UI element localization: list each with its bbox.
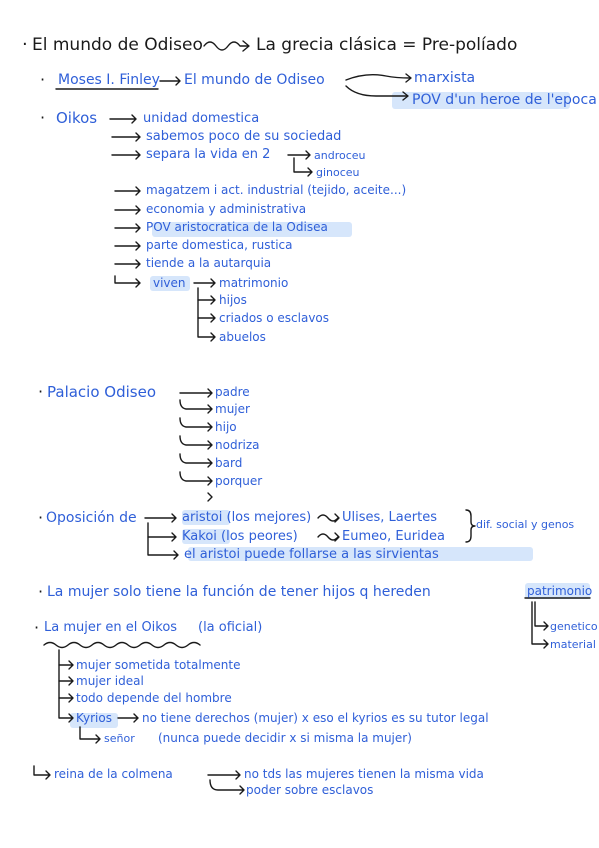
viven-item-3: criados o esclavos — [219, 311, 330, 325]
palacio-bullet: · — [38, 382, 44, 401]
oikos-item-viven: viven — [153, 276, 186, 290]
oposicion-note: el aristoi puede follarse a las sirvientas — [184, 547, 439, 562]
palacio-item-4: nodriza — [215, 438, 260, 452]
title-right: La grecia clásica = Pre-políado — [256, 35, 518, 55]
oikos-label: Oikos — [56, 109, 98, 127]
palacio-item-3: hijo — [215, 420, 237, 434]
mujer-oikos-paren: (la oficial) — [198, 620, 263, 635]
mujer-oikos-bullet: · — [34, 618, 40, 637]
oikos-split-androceu: androceu — [314, 149, 366, 162]
finley-bullet: · — [40, 70, 46, 89]
viven-item-4: abuelos — [219, 330, 266, 344]
oikos-split-ginoceu: ginoceu — [316, 166, 360, 179]
oposicion-kakoi: Kakoi (los peores) — [182, 529, 298, 544]
oposicion-aristoi: aristoi (los mejores) — [182, 510, 312, 525]
oikos-item-3: separa la vida en 2 — [146, 147, 271, 162]
oikos-bullet: · — [40, 108, 46, 127]
oikos-item-4: magatzem i act. industrial (tejido, aceite...) — [146, 183, 407, 197]
oikos-item-6: POV aristocratica de la Odisea — [146, 220, 328, 234]
finley-branch-pov: POV d'un heroe de l'epoca — [412, 92, 597, 108]
finley-source: Moses I. Finley — [58, 72, 160, 88]
mujer-oikos-label: La mujer en el Oikos — [44, 620, 178, 635]
mujer-oikos-senor-note: (nunca puede decidir x si misma la mujer) — [158, 731, 412, 745]
oposicion-aristoi-examples: Ulises, Laertes — [342, 510, 437, 525]
palacio-item-1: padre — [215, 385, 250, 399]
mujer-oikos-item-1: mujer sometida totalmente — [76, 658, 241, 672]
oposicion-label: Oposición de — [46, 510, 137, 526]
funcion-bullet: · — [38, 582, 44, 601]
viven-item-2: hijos — [219, 293, 247, 307]
mujer-oikos-reina-item-1: no tds las mujeres tienen la misma vida — [244, 767, 484, 781]
mujer-oikos-reina-item-2: poder sobre esclavos — [246, 783, 374, 797]
funcion-branch-genetico: genetico — [550, 620, 598, 633]
palacio-label: Palacio Odiseo — [47, 383, 156, 401]
palacio-item-6: porquer — [215, 474, 263, 488]
mujer-oikos-senor: señor — [104, 732, 135, 745]
funcion-branch-material: material — [550, 638, 596, 651]
oikos-item-8: tiende a la autarquia — [146, 256, 272, 270]
palacio-item-2: mujer — [215, 402, 250, 416]
oikos-item-7: parte domestica, rustica — [146, 238, 293, 252]
funcion-text: La mujer solo tiene la función de tener hijos q hereden — [47, 584, 431, 600]
title-bullet: · — [22, 34, 28, 55]
mujer-oikos-item-2: mujer ideal — [76, 674, 144, 688]
oikos-item-1: unidad domestica — [143, 111, 260, 126]
finley-branch-marxista: marxista — [414, 70, 476, 86]
oposicion-kakoi-examples: Eumeo, Euridea — [342, 529, 445, 544]
mujer-oikos-item-3: todo depende del hombre — [76, 691, 232, 705]
mujer-oikos-kyrios-note: no tiene derechos (mujer) x eso el kyrios es su tutor legal — [142, 711, 489, 725]
oikos-item-5: economia y administrativa — [146, 202, 307, 216]
oikos-item-2: sabemos poco de su sociedad — [146, 129, 342, 144]
mujer-oikos-reina: reina de la colmena — [54, 767, 173, 781]
finley-work: El mundo de Odiseo — [184, 72, 325, 88]
viven-item-1: matrimonio — [219, 276, 289, 290]
oposicion-brace-note: dif. social y genos — [476, 518, 575, 531]
palacio-item-5: bard — [215, 456, 243, 470]
funcion-patrimonio: patrimonio — [527, 584, 593, 598]
mujer-oikos-kyrios: Kyrios — [76, 711, 112, 725]
title-left: El mundo de Odiseo — [32, 35, 203, 55]
oposicion-bullet: · — [38, 508, 44, 527]
